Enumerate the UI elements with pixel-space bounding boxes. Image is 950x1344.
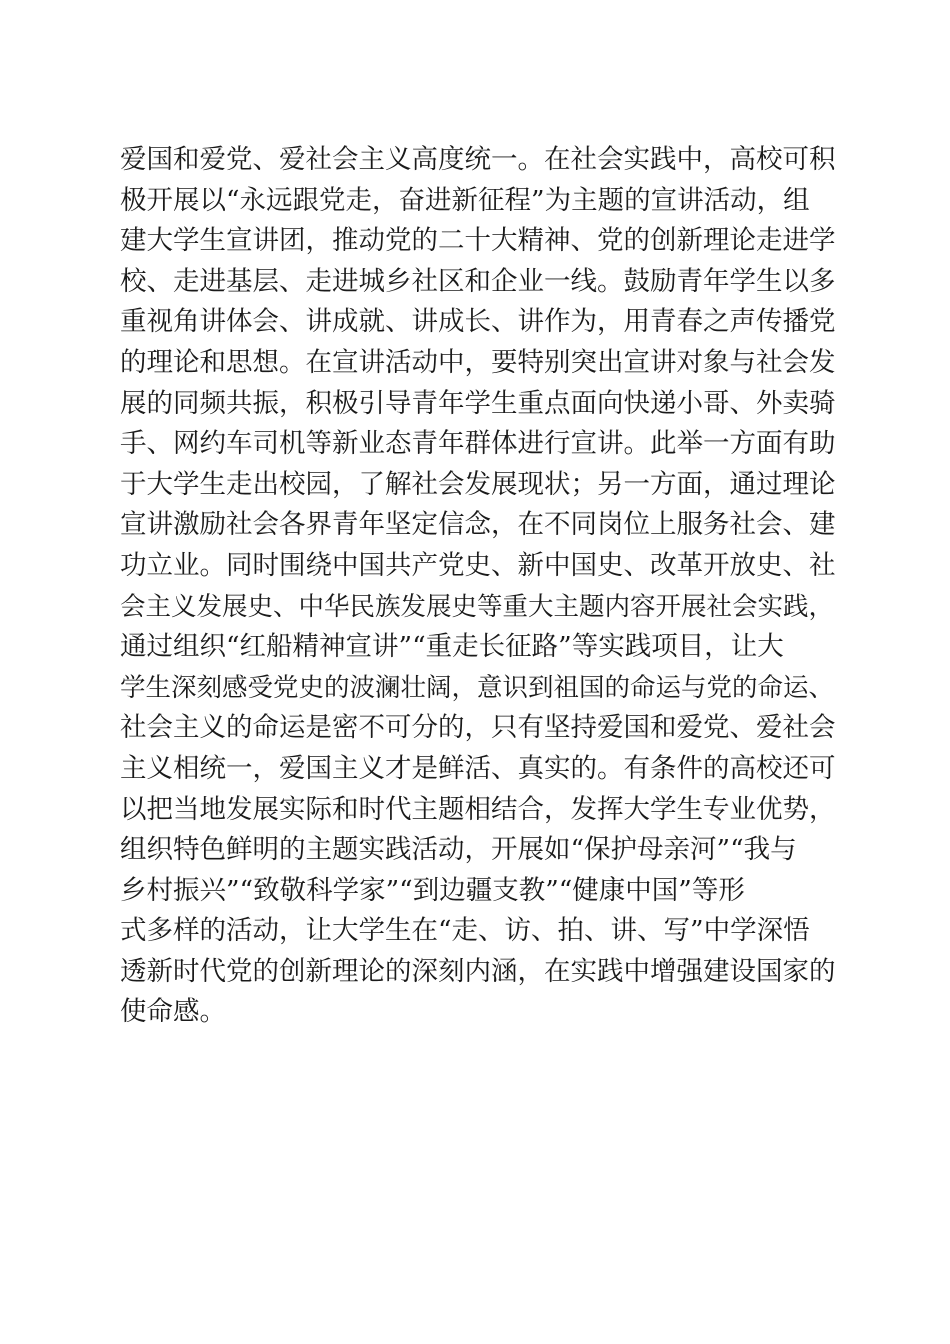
text-line: 社会主义的命运是密不可分的，只有坚持爱国和爱党、爱社会	[120, 712, 836, 744]
text-line: 使命感。	[120, 996, 226, 1028]
text-line: 爱国和爱党、爱社会主义高度统一。在社会实践中，高校可积	[120, 144, 836, 175]
text-line: 重视角讲体会、讲成就、讲成长、讲作为，用青春之声传播党	[120, 306, 836, 338]
body-paragraph	[120, 140, 840, 1033]
text-line: 建大学生宣讲团，推动党的二十大精神、党的创新理论走进学	[120, 225, 836, 257]
text-line: 手、网约车司机等新业态青年群体进行宣讲。此举一方面有助	[120, 428, 836, 460]
text-line: 展的同频共振，积极引导青年学生重点面向快递小哥、外卖骑	[120, 387, 836, 419]
text-line: 式多样的活动，让大学生在“走、访、拍、讲、写”中学深悟	[120, 915, 810, 947]
text-line: 学生深刻感受党史的波澜壮阔，意识到祖国的命运与党的命运、	[120, 672, 835, 703]
text-line: 的理论和思想。在宣讲活动中，要特别突出宣讲对象与社会发	[120, 346, 836, 378]
text-line: 主义相统一，爱国主义才是鲜活、真实的。有条件的高校还可	[120, 752, 836, 784]
text-line: 乡村振兴”“致敬科学家”“到边疆支教”“健康中国”等形	[120, 874, 745, 906]
text-line: 极开展以“永远跟党走，奋进新征程”为主题的宣讲活动，组	[120, 184, 810, 216]
text-line: 以把当地发展实际和时代主题相结合，发挥大学生专业优势，	[120, 793, 836, 825]
text-line: 会主义发展史、中华民族发展史等重大主题内容开展社会实践，	[120, 591, 835, 622]
text-line: 功立业。同时围绕中国共产党史、新中国史、改革开放史、社	[120, 549, 836, 581]
text-line: 校、走进基层、走进城乡社区和企业一线。鼓励青年学生以多	[120, 265, 836, 297]
text-line: 宣讲激励社会各界青年坚定信念，在不同岗位上服务社会、建	[120, 509, 836, 541]
text-line: 组织特色鲜明的主题实践活动，开展如“保护母亲河”“我与	[120, 834, 797, 866]
text-line: 透新时代党的创新理论的深刻内涵，在实践中增强建设国家的	[120, 955, 836, 987]
text-line: 于大学生走出校园，了解社会发展现状；另一方面，通过理论	[120, 468, 836, 500]
text-line: 通过组织“红船精神宣讲”“重走长征路”等实践项目，让大	[120, 631, 784, 663]
